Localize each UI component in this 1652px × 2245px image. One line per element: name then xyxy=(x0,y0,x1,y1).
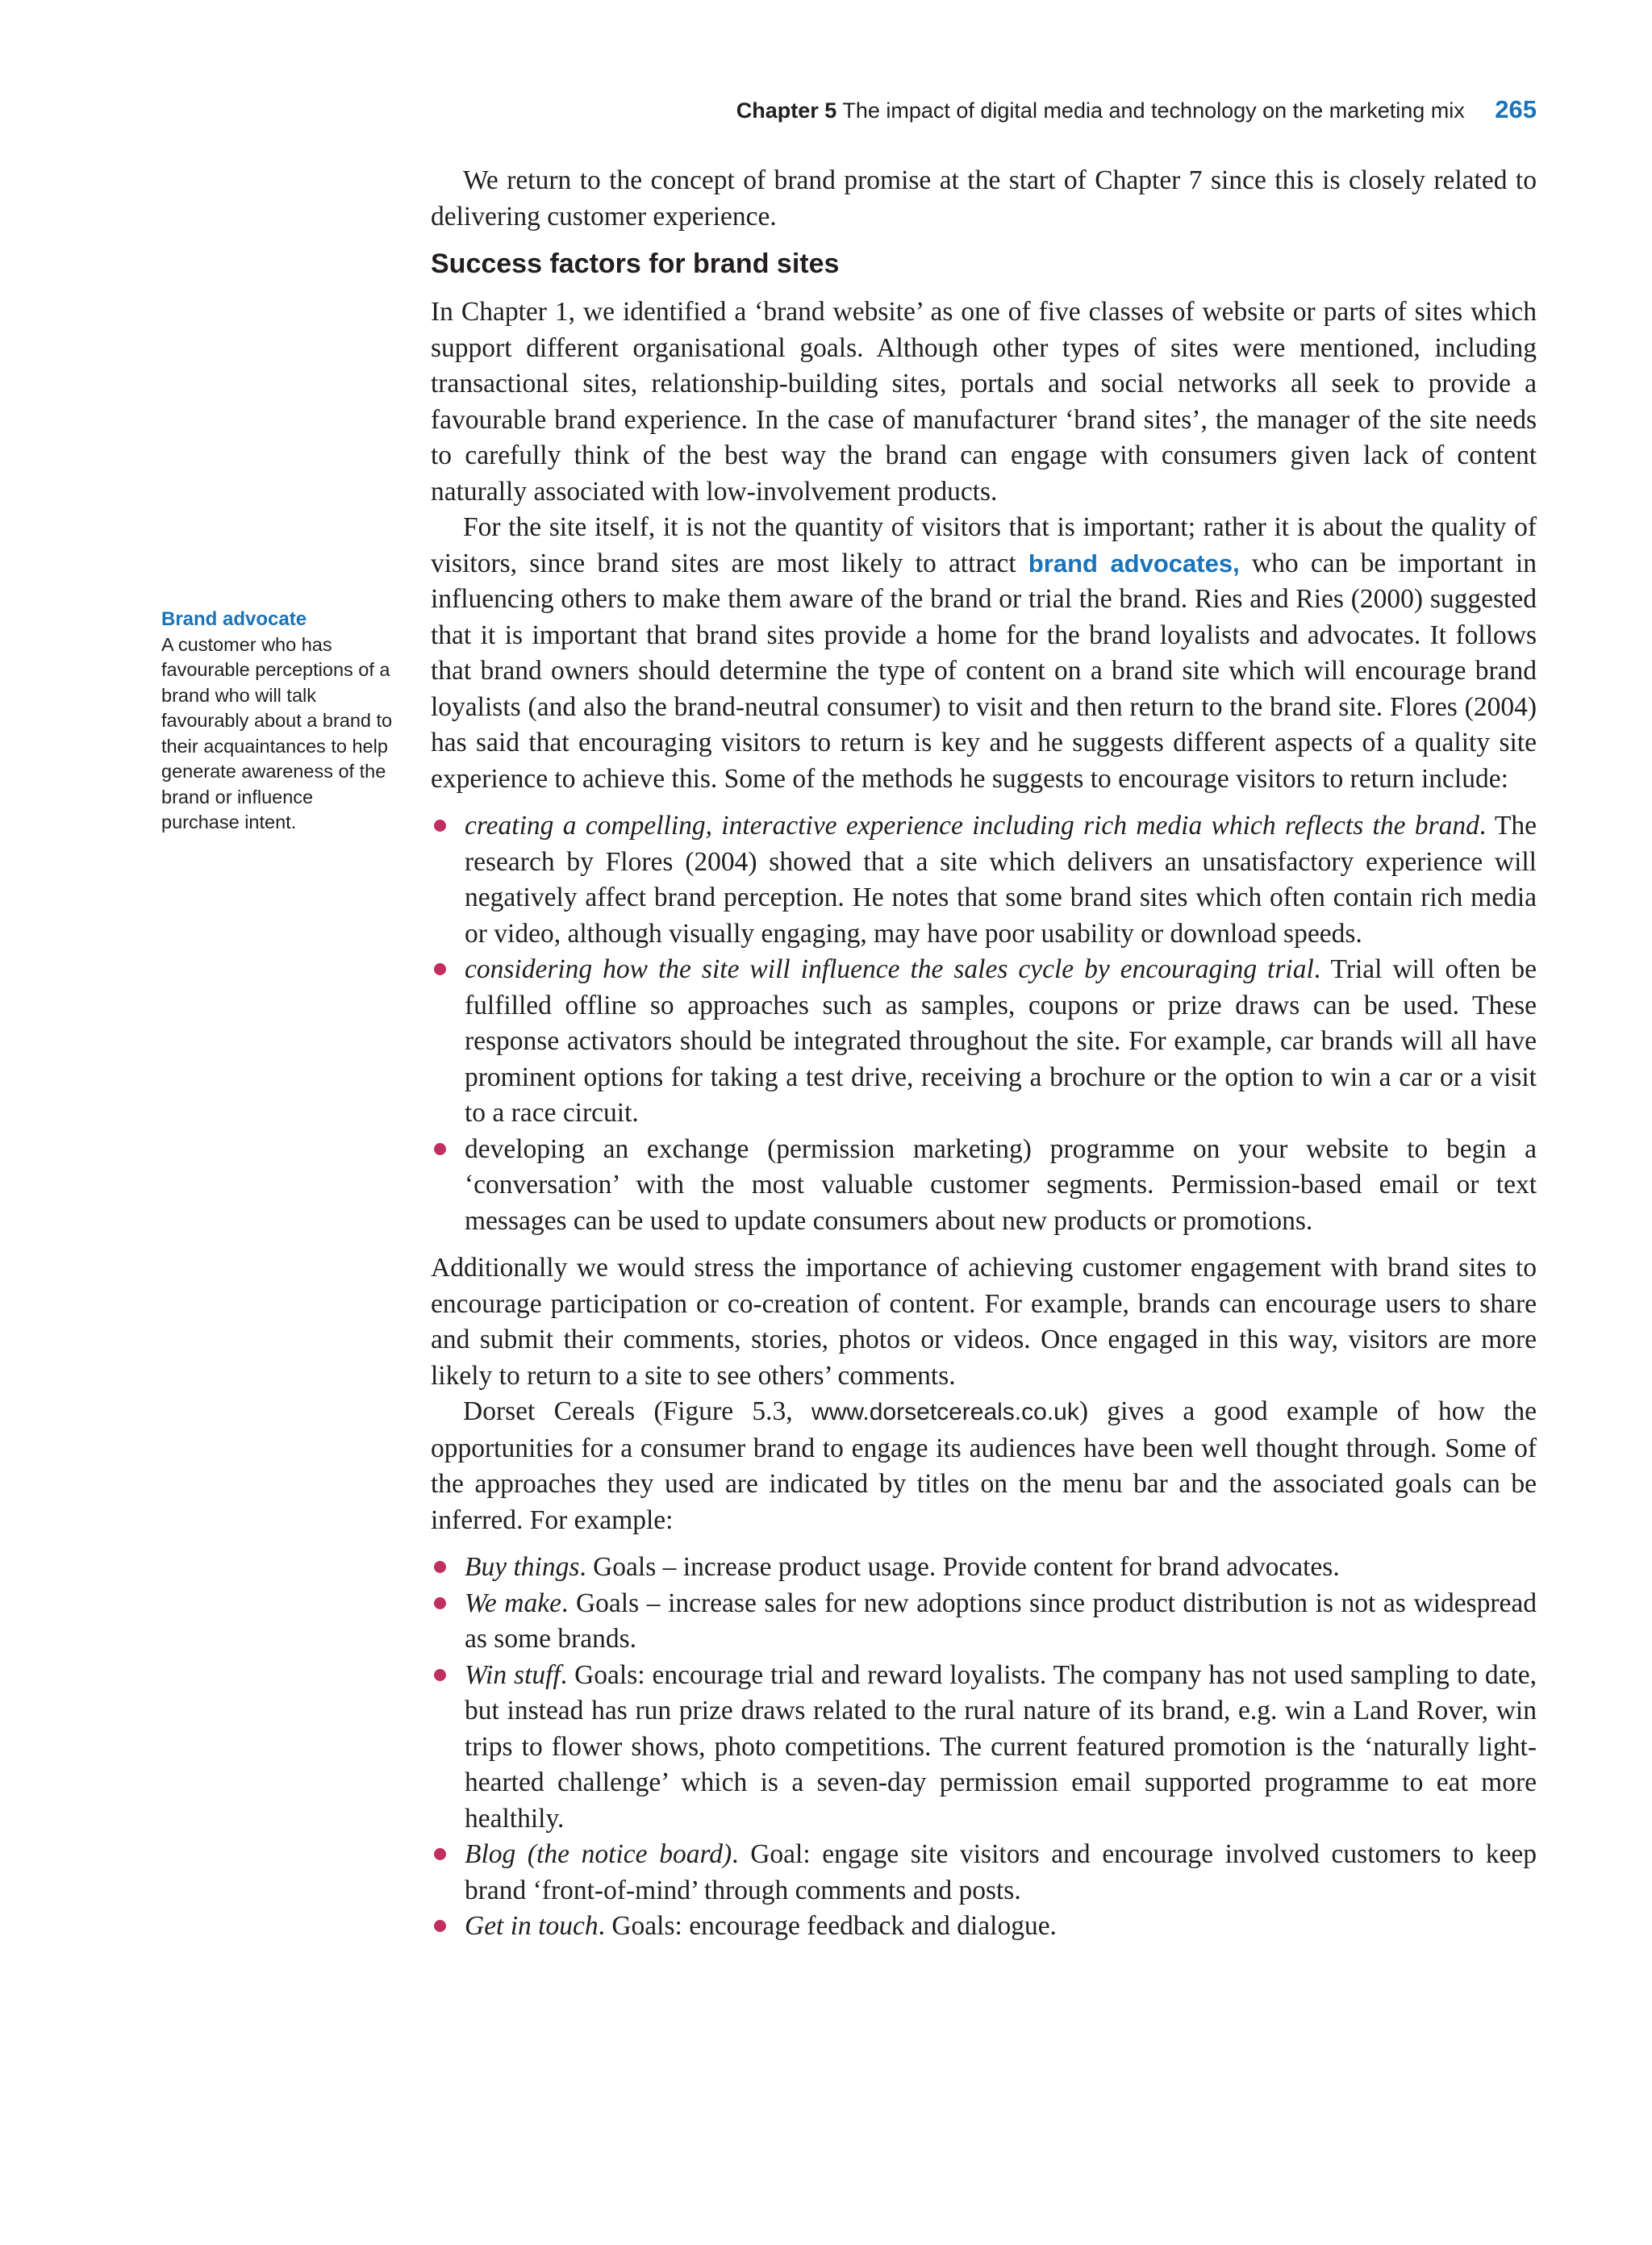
list-item xyxy=(431,952,1537,1132)
paragraph-engagement: Additionally we would stress the importance of achieving customer engagement with brand sites to encourage participation or co-creation of content. For example, brands can encourage users to share and submit their comments, stories, photos or videos. Once engaged in this way, visitors are more likely to return to a site to see others’ comments. xyxy=(431,1253,1537,1391)
list-item-text: . The research by Flores (2004) showed that a site which delivers an unsatisfactory experience will negatively affect brand perception. He notes that some brand sites which often contain rich media or video, although visually engaging, may have poor usability or download speeds. xyxy=(465,811,1537,949)
list-item-emphasis: creating a compelling, interactive experience including rich media which reflects the brand xyxy=(465,811,1479,841)
section-heading: Success factors for brand sites xyxy=(431,248,840,279)
running-header xyxy=(428,90,1537,130)
list-item-emphasis: We make xyxy=(465,1588,561,1618)
bullet-dot-icon xyxy=(434,1920,446,1932)
margin-glossary-note xyxy=(161,607,395,836)
main-text-column xyxy=(431,163,1537,1956)
bullet-dot-icon xyxy=(434,1669,446,1681)
bullet-dot-icon xyxy=(434,1848,446,1860)
list-item-emphasis: Get in touch xyxy=(465,1911,599,1941)
list-item xyxy=(431,1909,1537,1945)
list-item-text: . Goal: engage site visitors and encourage involved customers to keep brand ‘front-of-mind’ through comments and posts. xyxy=(465,1839,1537,1905)
list-item xyxy=(431,1550,1537,1586)
bullet-list-methods xyxy=(431,808,1537,1239)
list-item xyxy=(431,1586,1537,1658)
list-item-text: developing an exchange (permission marketing) programme on your website to begin a ‘conversation’ with the most valuable customer segments. Permission-based email or text messages can be used to update consumers about new products or promotions. xyxy=(465,1133,1537,1236)
bullet-list-menu-goals xyxy=(431,1550,1537,1945)
paragraph-text: ) gives a good example of how the opportunities for a consumer brand to engage its audiences have been well thought through. Some of the approaches they used are indicated by titles on the menu bar and the associated goals can be inferred. For example: xyxy=(431,1396,1537,1535)
bullet-dot-icon xyxy=(434,1561,446,1573)
paragraph-brand-website: In Chapter 1, we identified a ‘brand website’ as one of five classes of website or parts of sites which support different organisational goals. Although other types of sites were mentioned, including transactional sites, relationship-building sites, portals and social networks all seek to provide a favourable brand experience. In the case of manufacturer ‘brand sites’, the manager of the site needs to carefully think of the best way the brand can engage with consumers given lack of content naturally associated with low-involvement products. xyxy=(431,297,1537,507)
list-item-text: . Goals: encourage feedback and dialogue. xyxy=(598,1911,1057,1941)
glossary-term: Brand advocate xyxy=(161,608,307,630)
chapter-label: Chapter 5 xyxy=(736,98,837,123)
list-item-emphasis: Win stuff xyxy=(465,1659,561,1690)
glossary-definition: A customer who has favourable perceptions of a brand who will talk favourably about a brand to their acquaintances to help generate awareness of the brand or influence purchase intent. xyxy=(161,633,393,832)
paragraph-dorset-cereals xyxy=(431,1394,1537,1538)
list-item-emphasis: Blog (the notice board) xyxy=(465,1839,732,1869)
keyword-brand-advocates: brand advocates, xyxy=(1028,549,1240,578)
paragraph-text: For the site itself, it is not the quantity of visitors that is important; rather it is about the quality of visitors, since brand sites are most likely to attract xyxy=(431,512,1537,578)
bullet-dot-icon xyxy=(434,963,446,975)
bullet-dot-icon xyxy=(434,820,446,832)
page-number: 265 xyxy=(1495,95,1537,123)
list-item-emphasis: considering how the site will influence the sales cycle by encouraging trial xyxy=(465,954,1314,984)
paragraph-text: Dorset Cereals (Figure 5.3, xyxy=(463,1396,812,1426)
list-item-emphasis: Buy things xyxy=(465,1552,580,1582)
list-item xyxy=(431,1658,1537,1838)
list-item-text: . Goals – increase product usage. Provide content for brand advocates. xyxy=(579,1552,1340,1582)
list-item-text: . Goals: encourage trial and reward loyalists. The company has not used sampling to date, but instead has run prize draws related to the rural nature of its brand, e.g. win a Land Rover, win trips to flower shows, photo competitions. The current featured promotion is the ‘naturally light-hearted challenge’ which is a seven-day permission email supported programme to eat more healthily. xyxy=(465,1659,1537,1834)
list-item xyxy=(431,808,1537,952)
chapter-title: The impact of digital media and technology on the marketing mix xyxy=(842,98,1465,123)
website-url: www.dorsetcereals.co.uk xyxy=(811,1399,1079,1425)
list-item-text: . Trial will often be fulfilled offline so approaches such as samples, coupons or prize draws can be used. These response activators should be integrated throughout the site. For example, car brands will all have prominent options for taking a test drive, receiving a brochure or the option to win a car or a visit to a race circuit. xyxy=(465,954,1537,1128)
list-item xyxy=(431,1837,1537,1909)
bullet-dot-icon xyxy=(434,1597,446,1609)
paragraph-text: who can be important in influencing others to make them aware of the brand or trial the brand. Ries and Ries (2000) suggested that it is important that brand sites provide a home for the brand loyalists and advocates. It follows that brand owners should determine the type of content on a brand site which will encourage brand loyalists (and also the brand-neutral consumer) to visit and then return to the brand site. Flores (2004) has said that encouraging visitors to return is key and he suggests different aspects of a quality site experience to achieve this. Some of the methods he suggests to encourage visitors to return include: xyxy=(431,548,1537,794)
list-item xyxy=(431,1132,1537,1240)
paragraph-site-quality xyxy=(431,510,1537,797)
intro-paragraph: We return to the concept of brand promise at the start of Chapter 7 since this is closely related to delivering customer experience. xyxy=(431,165,1537,232)
bullet-dot-icon xyxy=(434,1143,446,1155)
list-item-text: . Goals – increase sales for new adoptions since product distribution is not as widespread as some brands. xyxy=(465,1588,1537,1654)
